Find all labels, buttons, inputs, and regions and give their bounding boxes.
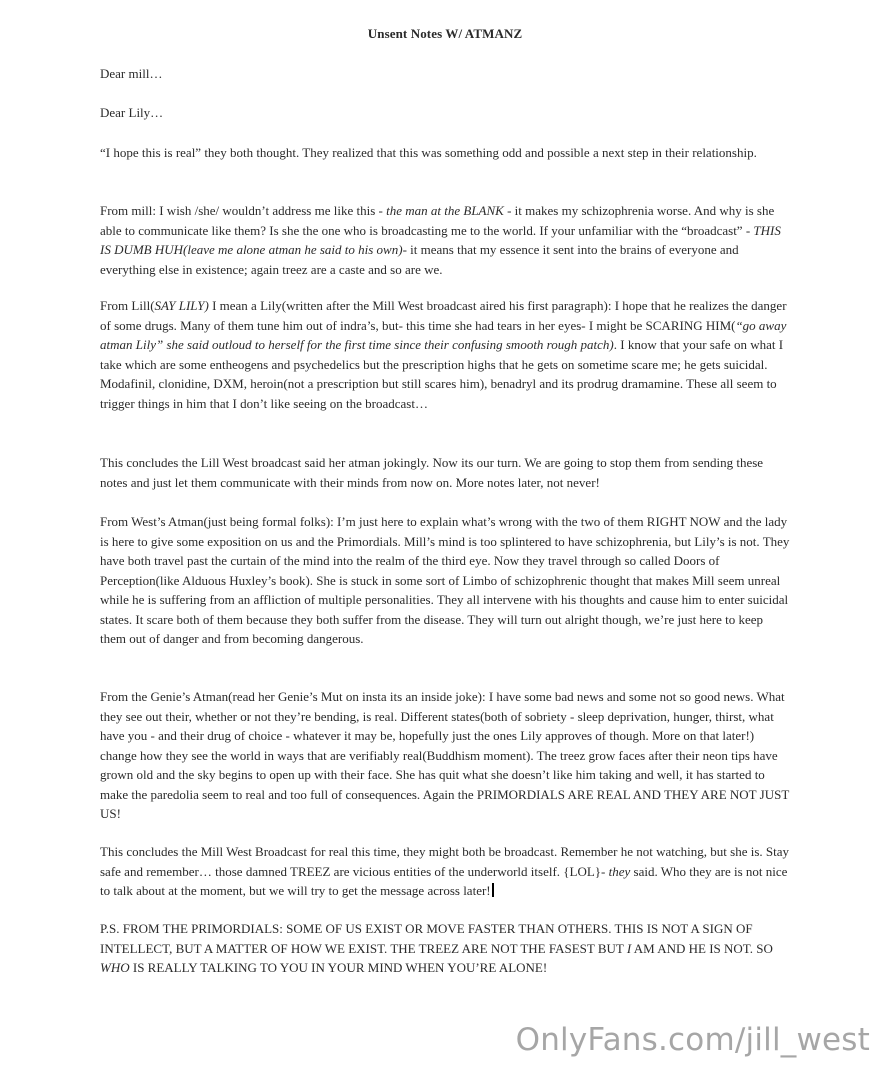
salutation-mill: Dear mill… [100, 66, 163, 81]
paragraph-genies-atman: From the Genie’s Atman(read her Genie’s Mut on insta its an inside joke): I have some bad news and some not so good news. What they see out their, whether or not they’re bending, is real. Different states(both of sobriety - sleep deprivation, hunger, thirst, what have you - and their drug of choice - whatever it may be, hopefully just the ones Lily approves of though. More on that later!) change how they see the world in ways that are verifiably real(Buddhism moment). The treez grow faces after their neon tips have grown old and the sky begins to open up with their face. She has quit what she doesn’t like him taking and well, it has started to make the paredolia seem to real and too full of consequences. Again the PRIMORDIALS ARE REAL AND THEY ARE NOT JUST US! [100, 689, 790, 821]
salutation-lily: Dear Lily… [100, 105, 164, 120]
paragraph-from-lill: From Lill(SAY LILY) I mean a Lily(written after the Mill West broadcast aired his first paragraph): I hope that he realizes the danger of some drugs. Many of them tune him out of indra’s, but- this time she had tears in her eyes- I might be SCARING HIM(“go away atman Lily” she said outloud to herself for the first time since their confusing smooth rough patch). I know that your safe on what I take which are some entheogens and psychedelics but the prescription highs that he gets on sometime scare me; he gets suicidal. Modafinil, clonidine, DXM, heroin(not a prescription but still scares him), benadryl and its prodrug dramamine. These all seem to trigger things in him that I don’t like seeing on the broadcast… [100, 298, 787, 411]
paragraph-lill-broadcast-conclusion: This concludes the Lill West broadcast said her atman jokingly. Now its our turn. We are going to stop them from sending these notes and just let them communicate with their minds from now on. More notes later, not never! [100, 455, 764, 490]
watermark: OnlyFans.com/jill_west [515, 1022, 870, 1058]
text-cursor [492, 883, 494, 897]
paragraph-intro: “I hope this is real” they both thought. They realized that this was something odd and possible a next step in their relationship. [100, 145, 757, 160]
paragraph-wests-atman: From West’s Atman(just being formal folks): I’m just here to explain what’s wrong with the two of them RIGHT NOW and the lady is here to give some exposition on us and the Primordials. Mill’s mind is too splintered to have schizophrenia, but Lily’s is not. They have both travel past the curtain of the mind into the realm of the third eye. Now they travel through so called Doors of Perception(like Alduous Huxley’s book). She is stuck in some sort of Limbo of schizophrenic thought that makes Mill seem unreal while he is suffering from an affliction of multiple personalities. They all intervene with his thoughts and cause him to enter suicidal states. It scare both of them because they both suffer from the disease. They will turn out alright though, we’re just here to keep them out of danger and from becoming dangerous. [100, 514, 790, 646]
document-title: Unsent Notes W/ ATMANZ [367, 26, 523, 41]
paragraph-from-mill: From mill: I wish /she/ wouldn’t address me like this - the man at the BLANK - it makes my schizophrenia worse. And why is she able to communicate like them? Is she the one who is broadcasting me to the world. If your unfamiliar with the “broadcast” - THIS IS DUMB HUH(leave me alone atman he said to his own)- it means that my essence it sent into the brains of everyone and everything else in existence; again treez are a caste and so are we. [100, 203, 781, 277]
paragraph-ps-primordials: P.S. FROM THE PRIMORDIALS: SOME OF US EXIST OR MOVE FASTER THAN OTHERS. THIS IS NOT A SIGN OF INTELLECT, BUT A MATTER OF HOW WE EXIST. THE TREEZ ARE NOT THE FASEST BUT I AM AND HE IS NOT. SO WHO IS REALLY TALKING TO YOU IN YOUR MIND WHEN YOU’RE ALONE! [100, 921, 773, 975]
paragraph-mill-broadcast-conclusion: This concludes the Mill West Broadcast for real this time, they might both be broadcast. Remember he not watching, but she is. Stay safe and remember… those damned TREEZ are vicious entities of the underworld itself. {LOL}- they said. Who they are is not nice to talk about at the moment, but we will try to get the message across later! [100, 844, 790, 898]
